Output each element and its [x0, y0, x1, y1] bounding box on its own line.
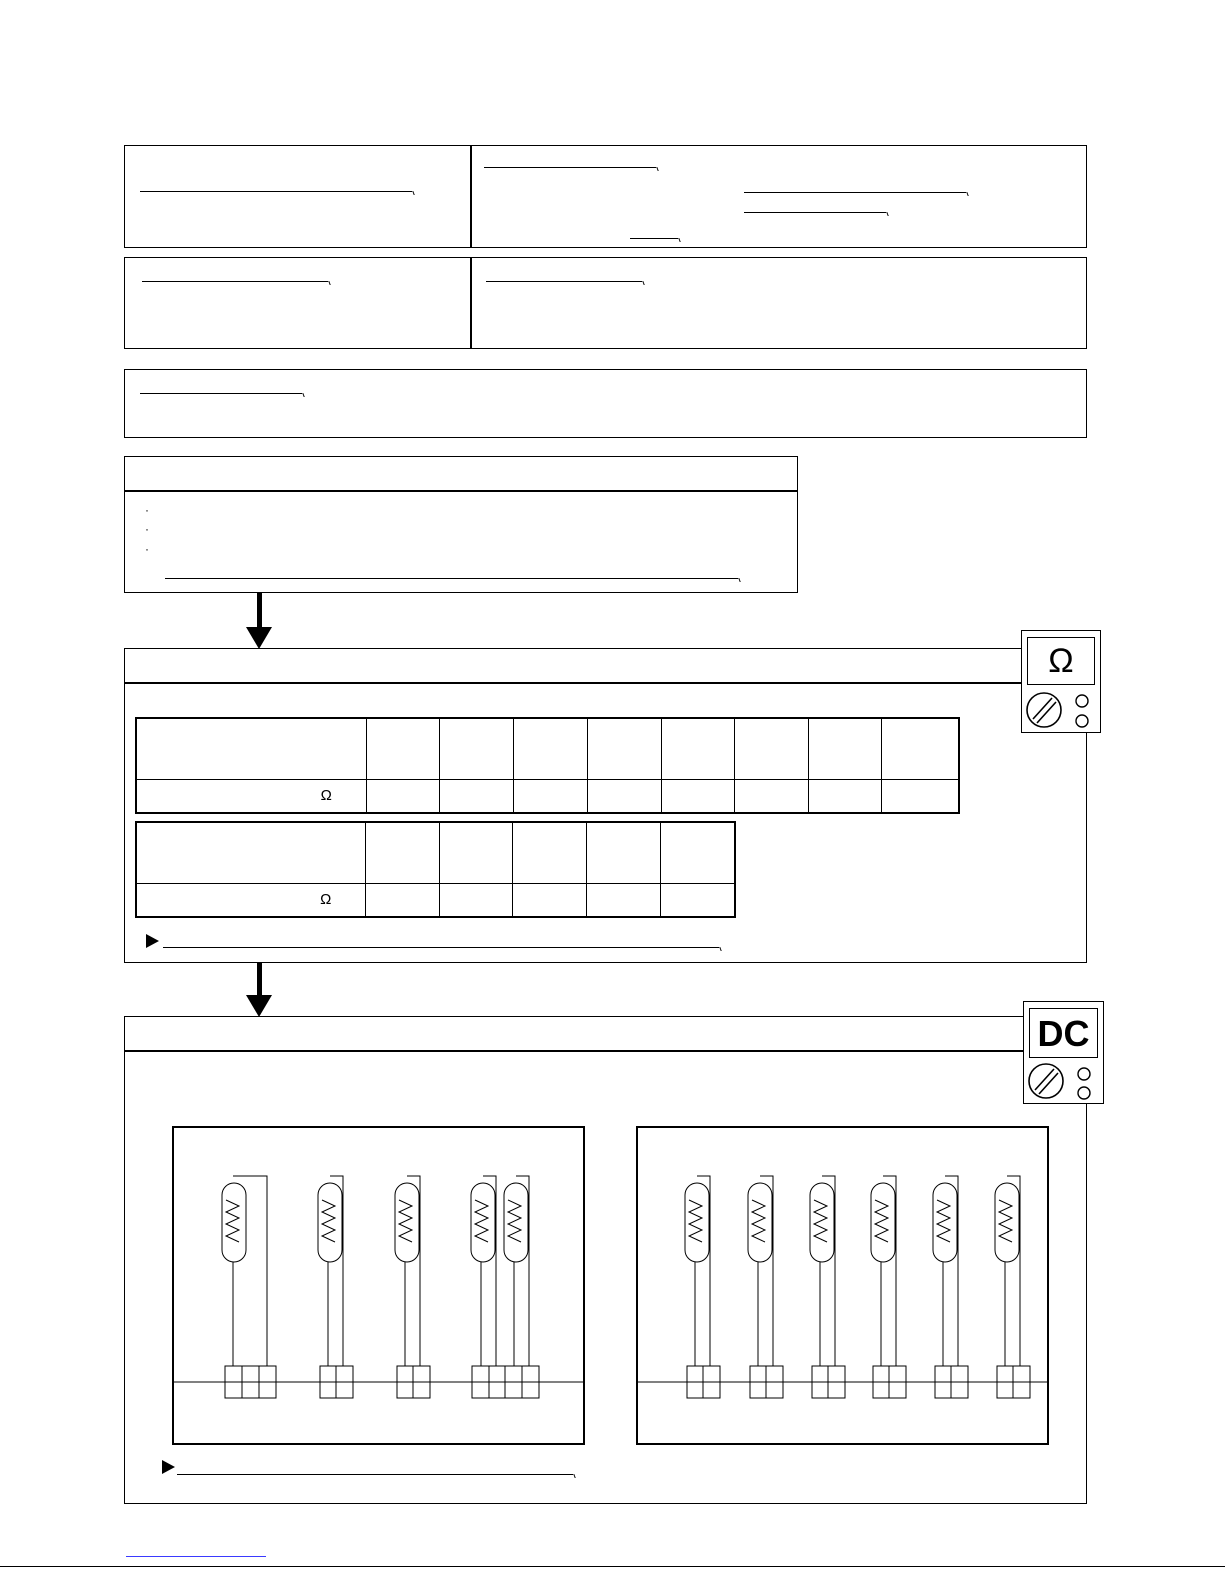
table-cell — [735, 779, 809, 813]
resistance-unit-cell: Ω — [136, 883, 366, 917]
footer-rule — [0, 1566, 1225, 1567]
flow-arrow-1-shaft — [257, 593, 262, 629]
info-box-middle-divider — [470, 258, 472, 348]
dc-voltmeter-icon — [1023, 1001, 1104, 1104]
table-cell — [440, 779, 514, 813]
checklist-underline — [165, 578, 738, 579]
table-cell — [660, 822, 735, 883]
footer-link[interactable] — [126, 1556, 266, 1557]
info-top-left-line — [140, 191, 412, 192]
resistance-header-rule — [125, 682, 1021, 684]
dc-voltmeter-lead — [1086, 1104, 1087, 1504]
table-cell — [660, 883, 735, 917]
table-cell — [808, 779, 882, 813]
table-cell — [513, 718, 588, 779]
dc-voltmeter-screen — [1029, 1008, 1098, 1058]
table-cell — [366, 718, 440, 779]
voltage-note-marker-icon — [162, 1460, 175, 1474]
checklist-bullet-2: · — [145, 522, 149, 536]
table-cell — [808, 718, 882, 779]
info-top-right-line-1 — [484, 167, 656, 168]
table-cell — [513, 779, 588, 813]
checklist-bullet-1: · — [145, 503, 149, 517]
dc-voltmeter-label: DC — [1037, 1013, 1090, 1054]
sensor-diagram-right — [636, 1126, 1050, 1446]
sensor-diagram-left — [172, 1126, 586, 1446]
table-row — [136, 883, 735, 917]
info-middle-right-line — [486, 281, 642, 282]
table-cell — [440, 718, 514, 779]
table-row — [136, 779, 959, 813]
flow-arrow-2-head — [246, 995, 272, 1017]
table-cell — [661, 718, 735, 779]
ohmmeter-label: Ω — [1048, 642, 1074, 680]
table-row — [136, 718, 959, 779]
info-top-right-line-4 — [630, 238, 678, 239]
flow-arrow-1-head — [246, 627, 272, 649]
table-cell — [136, 822, 366, 883]
table-row — [136, 822, 735, 883]
info-top-right-line-3 — [744, 212, 886, 213]
table-cell — [439, 822, 512, 883]
dc-voltmeter-dial-icon — [1026, 1060, 1103, 1104]
checklist-box — [124, 456, 798, 593]
table-cell — [512, 883, 586, 917]
table-cell — [512, 822, 586, 883]
ohmmeter-icon — [1021, 630, 1101, 733]
info-box-middle — [124, 257, 1087, 349]
table-cell — [136, 718, 366, 779]
resistance-table-1 — [135, 717, 960, 814]
table-cell — [439, 883, 512, 917]
info-middle-left-line — [142, 281, 328, 282]
ohmmeter-lead — [1086, 733, 1087, 963]
table-cell — [366, 779, 440, 813]
voltage-header-rule — [125, 1050, 1023, 1052]
resistance-note-underline — [163, 947, 719, 948]
ohmmeter-screen — [1027, 637, 1095, 685]
table-cell — [735, 718, 809, 779]
table-cell — [366, 883, 439, 917]
checklist-bullet-3: · — [145, 542, 149, 556]
table-cell — [587, 883, 660, 917]
info-box-top-divider — [470, 146, 472, 247]
voltage-note-underline — [177, 1474, 573, 1475]
info-bottom-line — [140, 393, 302, 394]
table-cell — [661, 779, 735, 813]
table-cell — [588, 779, 662, 813]
table-cell — [882, 779, 959, 813]
info-top-right-line-2 — [744, 192, 966, 193]
flow-arrow-2-shaft — [257, 963, 262, 997]
resistance-note-marker-icon — [146, 934, 159, 948]
resistance-table-2 — [135, 821, 736, 918]
table-cell — [882, 718, 959, 779]
resistance-unit-cell: Ω — [136, 779, 366, 813]
info-box-bottom — [124, 369, 1087, 438]
table-cell — [366, 822, 439, 883]
ohmmeter-dial-icon — [1024, 689, 1100, 733]
table-cell — [588, 718, 662, 779]
checklist-header-rule — [125, 490, 797, 492]
info-box-top — [124, 145, 1087, 248]
table-cell — [587, 822, 660, 883]
